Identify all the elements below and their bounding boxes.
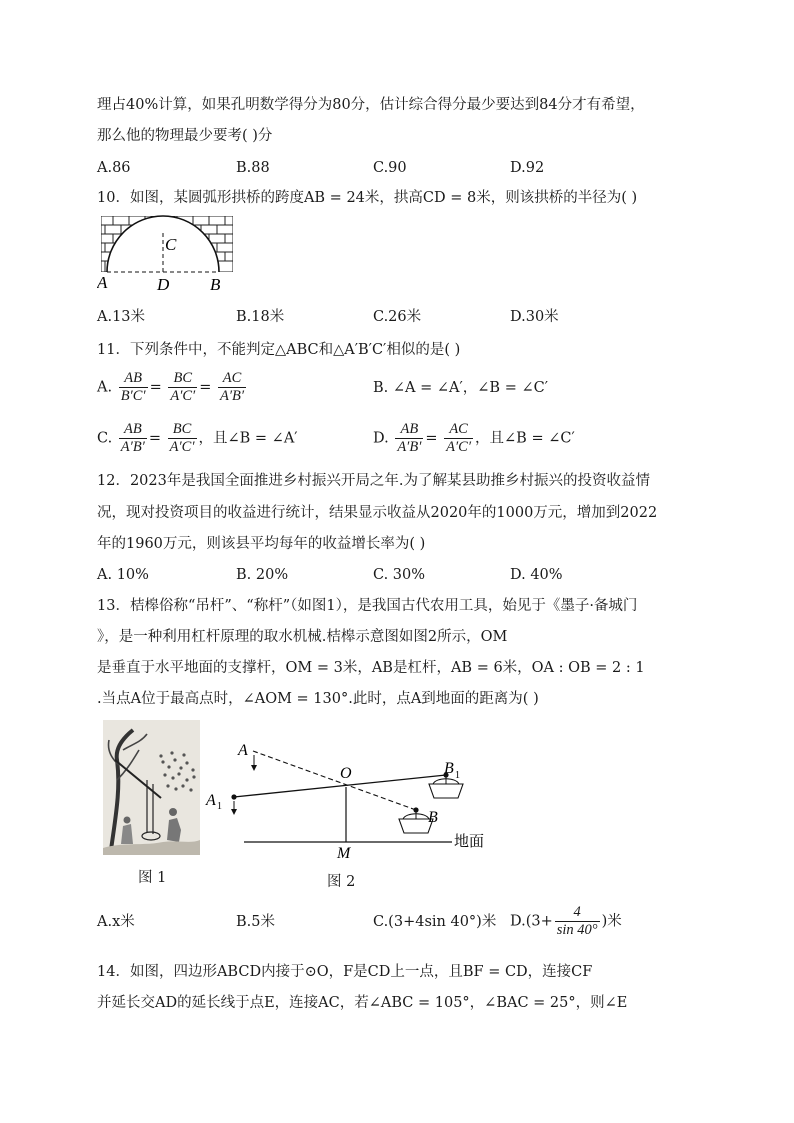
q12-option-b: B. 20% — [236, 567, 289, 583]
ground-label: 地面 — [454, 834, 485, 850]
q13-option-d: D.(3+ $\frac{4}{\sin 40^\circ}$ )米 — [510, 904, 622, 938]
q12-line2: 况，现对投资项目的收益进行统计，结果显示收益从2020年的1000万元，增加到2022 — [97, 505, 658, 521]
figure-2-caption: 图 2 — [327, 874, 356, 890]
bridge-label-a: A — [97, 273, 108, 292]
q10-option-c: C.26米 — [373, 309, 422, 325]
q12-option-d: D. 40% — [510, 567, 563, 583]
label-a1: A — [206, 792, 216, 809]
q9-line1: 理占40%计算，如果孔明数学得分为80分，估计综合得分最少要达到84分才有希望， — [97, 97, 645, 113]
q10-stem: 10．如图，某圆弧形拱桥的跨度AB = 24米，拱高CD = 8米，则该拱桥的半径为( ) — [97, 190, 638, 206]
label-b: B — [428, 809, 438, 826]
bridge-label-d: D — [157, 275, 170, 292]
q13-option-b: B.5米 — [236, 914, 275, 930]
label-b1: B — [444, 760, 454, 777]
label-o: O — [340, 765, 352, 782]
q13-line2: 》，是一种利用杠杆原理的取水机械.桔槔示意图如图2所示，OM — [97, 629, 508, 645]
label-a: A — [238, 742, 248, 759]
q10-option-a: A.13米 — [97, 309, 146, 325]
lever-diagram — [200, 735, 500, 860]
q13-line4: .当点A位于最高点时，∠AOM = 130°.此时，点A到地面的距离为( ) — [97, 691, 539, 707]
well-sweep-illustration — [103, 720, 200, 855]
label-a1-sub: 1 — [217, 801, 222, 812]
q9-option-a: A.86 — [97, 160, 131, 176]
label-b1-sub: 1 — [455, 770, 460, 781]
bridge-figure — [97, 212, 242, 292]
q13-option-a: A.x米 — [97, 914, 135, 930]
q11-stem: 11．下列条件中，不能判定△ABC和△A′B′C′相似的是( ) — [97, 342, 461, 358]
q12-option-c: C. 30% — [373, 567, 426, 583]
q11-option-a: A. $\frac{AB}{B'C'}$ = $\frac{BC}{A'C'}$ = $\frac{AC}{A'B'}$ — [97, 370, 245, 404]
bridge-label-c: C — [165, 235, 177, 254]
q9-line2: 那么他的物理最少要考( )分 — [97, 128, 273, 144]
q12-line1: 12．2023年是我国全面推进乡村振兴开局之年.为了解某县助推乡村振兴的投资收益情 — [97, 473, 650, 489]
q11-option-b: B. ∠A = ∠A′，∠B = ∠C′ — [373, 380, 548, 396]
q13-line3: 是垂直于水平地面的支撑杆，OM = 3米，AB是杠杆，AB = 6米，OA : OB = 2 : 1 — [97, 660, 645, 676]
q13-line1: 13．桔槔俗称“吊杆”、“称杆”（如图1），是我国古代农用工具，始见于《墨子·备城门 — [97, 598, 638, 614]
q9-option-b: B.88 — [236, 160, 270, 176]
q13-option-c: C.(3+4sin 40°)米 — [373, 914, 497, 930]
label-m: M — [337, 845, 351, 860]
q11-option-d: D. $\frac{AB}{A'B'}$ = $\frac{AC}{A'C'}$ ，且∠B = ∠C′ — [373, 421, 575, 455]
q9-option-c: C.90 — [373, 160, 407, 176]
q10-option-d: D.30米 — [510, 309, 559, 325]
figure-1-caption: 图 1 — [138, 870, 167, 886]
q12-option-a: A. 10% — [97, 567, 149, 583]
q14-line1: 14．如图，四边形ABCD内接于⊙O，F是CD上一点，且BF = CD，连接CF — [97, 964, 593, 980]
q9-option-d: D.92 — [510, 160, 545, 176]
q12-line3: 年的1960万元，则该县平均每年的收益增长率为( ) — [97, 536, 426, 552]
q11-option-c: C. $\frac{AB}{A'B'}$ = $\frac{BC}{A'C'}$ ，且∠B = ∠A′ — [97, 421, 298, 455]
q10-option-b: B.18米 — [236, 309, 285, 325]
q14-line2: 并延长交AD的延长线于点E，连接AC，若∠ABC = 105°，∠BAC = 25°，则∠E — [97, 995, 628, 1011]
bridge-label-b: B — [210, 275, 221, 292]
